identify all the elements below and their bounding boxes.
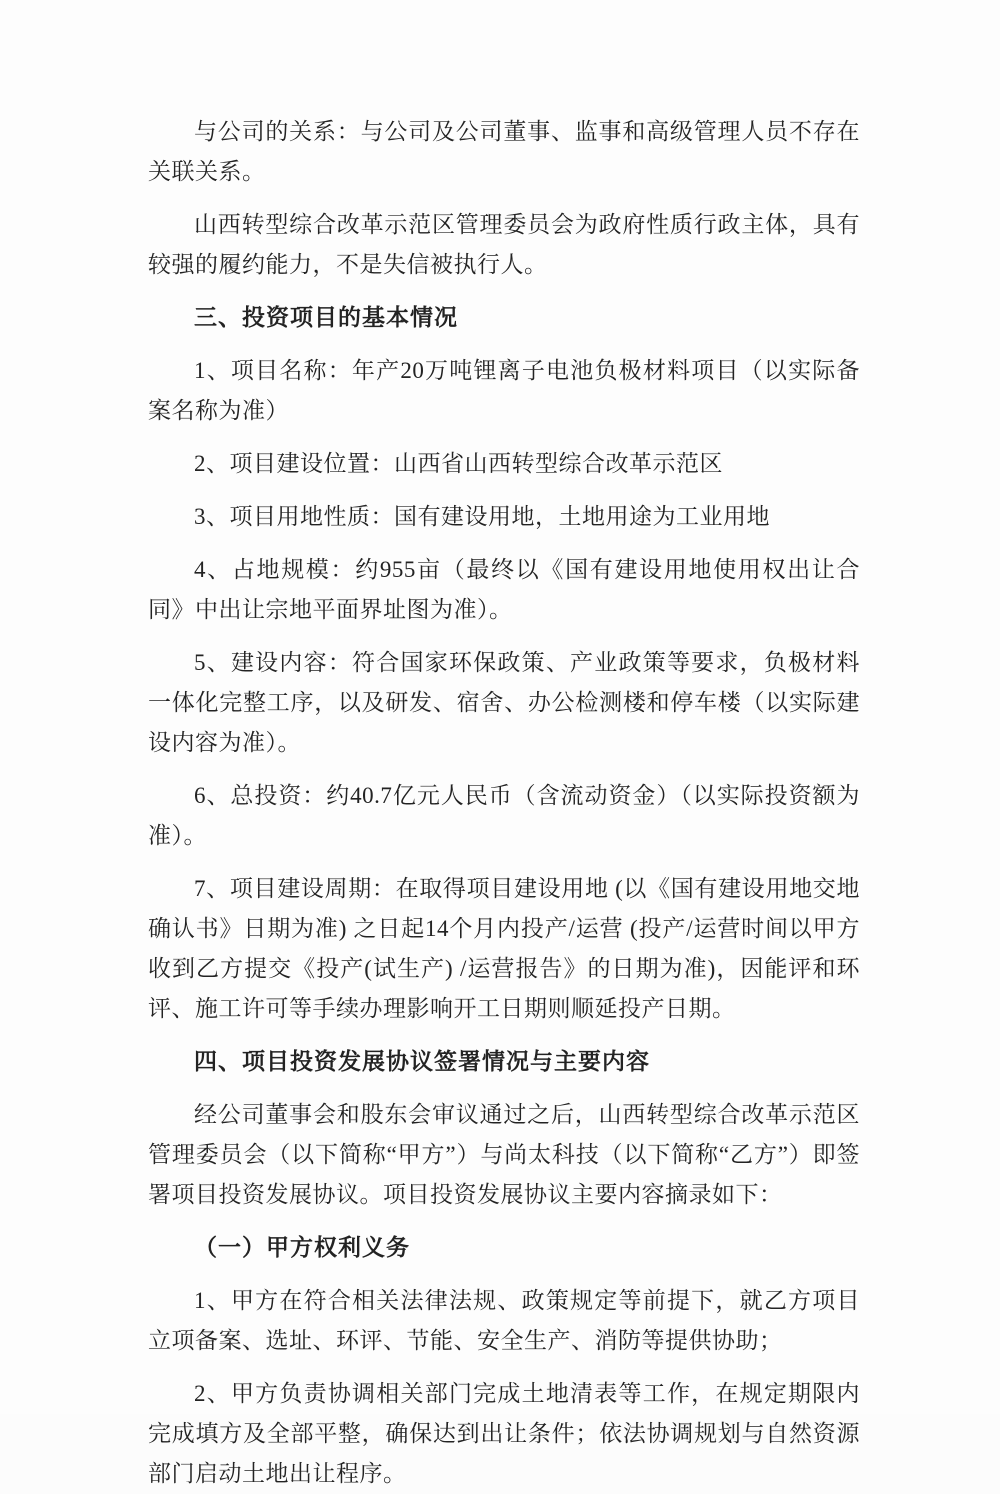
document-content bbox=[148, 112, 860, 1494]
paragraph-construction-content: 5、建设内容：符合国家环保政策、产业政策等要求，负极材料一体化完整工序，以及研发、宿舍、办公检测楼和停车楼（以实际建设内容为准）。 bbox=[148, 650, 860, 755]
subsection-heading-party-a-obligations: （一）甲方权利义务 bbox=[194, 1235, 410, 1260]
paragraph-land-nature: 3、项目用地性质：国有建设用地，土地用途为工业用地 bbox=[194, 504, 770, 529]
paragraph-total-investment: 6、总投资：约40.7亿元人民币（含流动资金）（以实际投资额为准）。 bbox=[148, 783, 860, 848]
paragraph-party-a-clause-2: 2、甲方负责协调相关部门完成土地清表等工作，在规定期限内完成填方及全部平整，确保达到出让条件；依法协调规划与自然资源部门启动土地出让程序。 bbox=[148, 1381, 860, 1486]
section-heading-agreement: 四、项目投资发展协议签署情况与主要内容 bbox=[194, 1049, 650, 1074]
paragraph-land-area: 4、占地规模：约955亩（最终以《国有建设用地使用权出让合同》中出让宗地平面界址图为准）。 bbox=[148, 557, 860, 622]
paragraph-project-name: 1、项目名称：年产20万吨锂离子电池负极材料项目（以实际备案名称为准） bbox=[148, 358, 860, 423]
paragraph-company-relation: 与公司的关系：与公司及公司董事、监事和高级管理人员不存在关联关系。 bbox=[148, 119, 860, 184]
section-heading-project-basics: 三、投资项目的基本情况 bbox=[194, 305, 458, 330]
paragraph-agreement-signing: 经公司董事会和股东会审议通过之后，山西转型综合改革示范区管理委员会（以下简称“甲方”）与尚太科技（以下简称“乙方”）即签署项目投资发展协议。项目投资发展协议主要内容摘录如下： bbox=[148, 1102, 860, 1207]
paragraph-project-location: 2、项目建设位置：山西省山西转型综合改革示范区 bbox=[194, 451, 723, 476]
paragraph-party-a-clause-1: 1、甲方在符合相关法律法规、政策规定等前提下，就乙方项目立项备案、选址、环评、节能、安全生产、消防等提供协助； bbox=[148, 1288, 860, 1353]
paragraph-construction-period: 7、项目建设周期：在取得项目建设用地 (以《国有建设用地交地确认书》日期为准) 之日起14个月内投产/运营 (投产/运营时间以甲方收到乙方提交《投产(试生产) /运营报告》的日期为准)，因能评和环评、施工许可等手续办理影响开工日期则顺延投产日期。 bbox=[148, 876, 860, 1021]
paragraph-counterparty-credit: 山西转型综合改革示范区管理委员会为政府性质行政主体，具有较强的履约能力，不是失信被执行人。 bbox=[148, 212, 860, 277]
